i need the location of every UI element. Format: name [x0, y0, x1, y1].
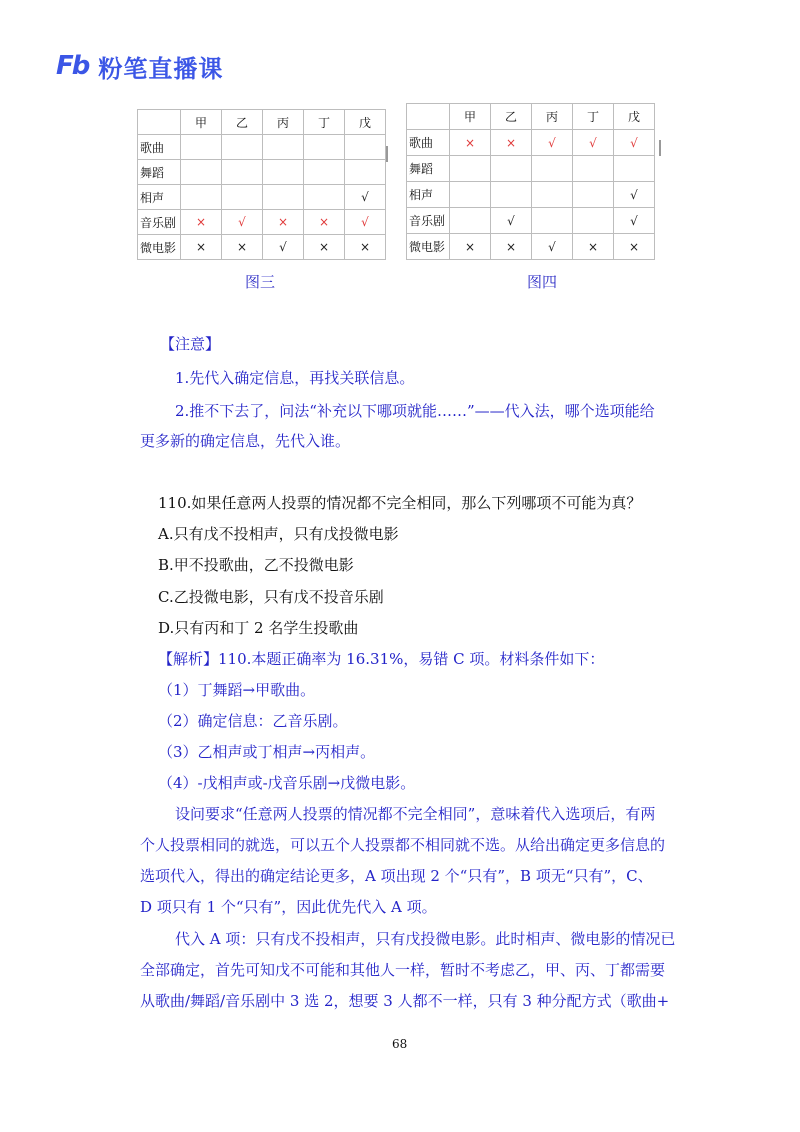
column-header: 甲 — [450, 104, 491, 130]
paragraph-1-line-2: 个人投票相同的就选，可以五个人投票都不相同就不选。从给出确定更多信息的 — [140, 836, 666, 854]
column-header: 戊 — [345, 110, 386, 135]
column-header: 丙 — [263, 110, 304, 135]
table-row — [407, 208, 655, 234]
option-d: D.只有丙和丁 2 名学生投歌曲 — [158, 619, 359, 637]
condition-1: （1）丁舞蹈→甲歌曲。 — [158, 681, 316, 699]
table-cell: × — [181, 210, 222, 235]
table-cell: × — [491, 234, 532, 260]
table-row — [138, 210, 386, 235]
table-cell: √ — [222, 210, 263, 235]
paragraph-2-line-1: 代入 A 项：只有戊不投相声，只有戊投微电影。此时相声、微电影的情况已 — [175, 930, 676, 948]
option-b: B.甲不投歌曲，乙不投微电影 — [158, 556, 354, 574]
table-cell — [263, 160, 304, 185]
table-cell — [532, 208, 573, 234]
row-header: 舞蹈 — [138, 160, 181, 185]
table-cell — [491, 156, 532, 182]
caption-figure-3: 图三 — [245, 273, 276, 291]
table-cell: × — [263, 210, 304, 235]
table-cell: × — [450, 234, 491, 260]
brand-name: 粉笔直播课 — [98, 54, 224, 83]
corner-cell — [138, 110, 181, 135]
table-row — [138, 135, 386, 160]
table-cell: √ — [614, 208, 655, 234]
row-header: 歌曲 — [407, 130, 450, 156]
table-figure-4 — [406, 103, 655, 260]
option-c: C.乙投微电影，只有戊不投音乐剧 — [158, 588, 384, 606]
table-cell — [573, 182, 614, 208]
table-cell — [181, 185, 222, 210]
row-header: 舞蹈 — [407, 156, 450, 182]
table-cell — [263, 135, 304, 160]
table-cell: √ — [532, 234, 573, 260]
table-cell — [181, 135, 222, 160]
table-cell — [573, 156, 614, 182]
table-row — [407, 156, 655, 182]
table-cell: √ — [491, 208, 532, 234]
scrollbar-fragment — [386, 146, 388, 162]
table-cell: × — [450, 130, 491, 156]
table-figure-3 — [137, 109, 386, 260]
condition-4: （4）-戊相声或-戊音乐剧→戊微电影。 — [158, 774, 416, 792]
table-cell: × — [614, 234, 655, 260]
paragraph-2-line-2: 全部确定，首先可知戊不可能和其他人一样，暂时不考虑乙，甲、丙、丁都需要 — [140, 961, 666, 979]
table-row — [138, 235, 386, 260]
fb-logo-icon: Fb — [56, 51, 89, 81]
table-cell — [304, 135, 345, 160]
row-header: 音乐剧 — [407, 208, 450, 234]
table-row — [407, 130, 655, 156]
column-header: 丙 — [532, 104, 573, 130]
table-cell — [450, 156, 491, 182]
table-cell — [614, 156, 655, 182]
table-cell: × — [573, 234, 614, 260]
column-header: 戊 — [614, 104, 655, 130]
column-header: 丁 — [304, 110, 345, 135]
table-cell — [450, 208, 491, 234]
table-cell — [345, 160, 386, 185]
condition-3: （3）乙相声或丁相声→丙相声。 — [158, 743, 376, 761]
condition-2: （2）确定信息：乙音乐剧。 — [158, 712, 348, 730]
scrollbar-fragment — [659, 140, 661, 156]
row-header: 歌曲 — [138, 135, 181, 160]
note-line-1: 1.先代入确定信息，再找关联信息。 — [175, 369, 415, 387]
table-cell — [304, 160, 345, 185]
table-cell: × — [304, 235, 345, 260]
table-cell: √ — [614, 182, 655, 208]
table-cell — [345, 135, 386, 160]
table-row — [407, 182, 655, 208]
question-stem: 110.如果任意两人投票的情况都不完全相同，那么下列哪项不可能为真？ — [158, 494, 642, 512]
row-header: 相声 — [138, 185, 181, 210]
note-title: 【注意】 — [160, 335, 221, 353]
table-cell: × — [345, 235, 386, 260]
paragraph-1-line-4: D 项只有 1 个“只有”，因此优先代入 A 项。 — [140, 898, 437, 916]
table-cell: × — [222, 235, 263, 260]
table-cell: √ — [263, 235, 304, 260]
table-cell — [573, 208, 614, 234]
table-cell: √ — [573, 130, 614, 156]
table-cell — [181, 160, 222, 185]
column-header: 乙 — [491, 104, 532, 130]
table-cell — [532, 182, 573, 208]
paragraph-1-line-3: 选项代入，得出的确定结论更多，A 项出现 2 个“只有”，B 项无“只有”，C、 — [140, 867, 653, 885]
paragraph-2-line-3: 从歌曲/舞蹈/音乐剧中 3 选 2，想要 3 人都不一样，只有 3 种分配方式（歌曲+ — [140, 992, 670, 1010]
table-cell: × — [304, 210, 345, 235]
table-cell: × — [181, 235, 222, 260]
table-header-row — [407, 104, 655, 130]
table-cell: √ — [345, 185, 386, 210]
table-cell: √ — [532, 130, 573, 156]
corner-cell — [407, 104, 450, 130]
table-header-row — [138, 110, 386, 135]
table-cell — [450, 182, 491, 208]
note-line-2-cont: 更多新的确定信息，先代入谁。 — [140, 432, 351, 450]
analysis-heading: 【解析】110.本题正确率为 16.31%，易错 C 项。材料条件如下： — [158, 650, 605, 668]
table-cell: √ — [614, 130, 655, 156]
table-cell: × — [491, 130, 532, 156]
paragraph-1-line-1: 设问要求“任意两人投票的情况都不完全相同”，意味着代入选项后，有两 — [175, 805, 656, 823]
row-header: 音乐剧 — [138, 210, 181, 235]
table-row — [138, 160, 386, 185]
brand-logo — [56, 50, 223, 82]
table-cell: √ — [345, 210, 386, 235]
row-header: 微电影 — [407, 234, 450, 260]
table-cell — [222, 185, 263, 210]
row-header: 微电影 — [138, 235, 181, 260]
caption-figure-4: 图四 — [527, 273, 558, 291]
column-header: 甲 — [181, 110, 222, 135]
table-row — [407, 234, 655, 260]
table-cell — [491, 182, 532, 208]
page-number: 68 — [392, 1037, 408, 1051]
table-cell — [222, 160, 263, 185]
note-line-2: 2.推不下去了，问法“补充以下哪项就能……”——代入法，哪个选项能给 — [175, 402, 655, 420]
column-header: 丁 — [573, 104, 614, 130]
column-header: 乙 — [222, 110, 263, 135]
table-cell — [263, 185, 304, 210]
table-cell — [222, 135, 263, 160]
table-row — [138, 185, 386, 210]
table-cell — [304, 185, 345, 210]
row-header: 相声 — [407, 182, 450, 208]
option-a: A.只有戊不投相声，只有戊投微电影 — [158, 525, 399, 543]
table-cell — [532, 156, 573, 182]
